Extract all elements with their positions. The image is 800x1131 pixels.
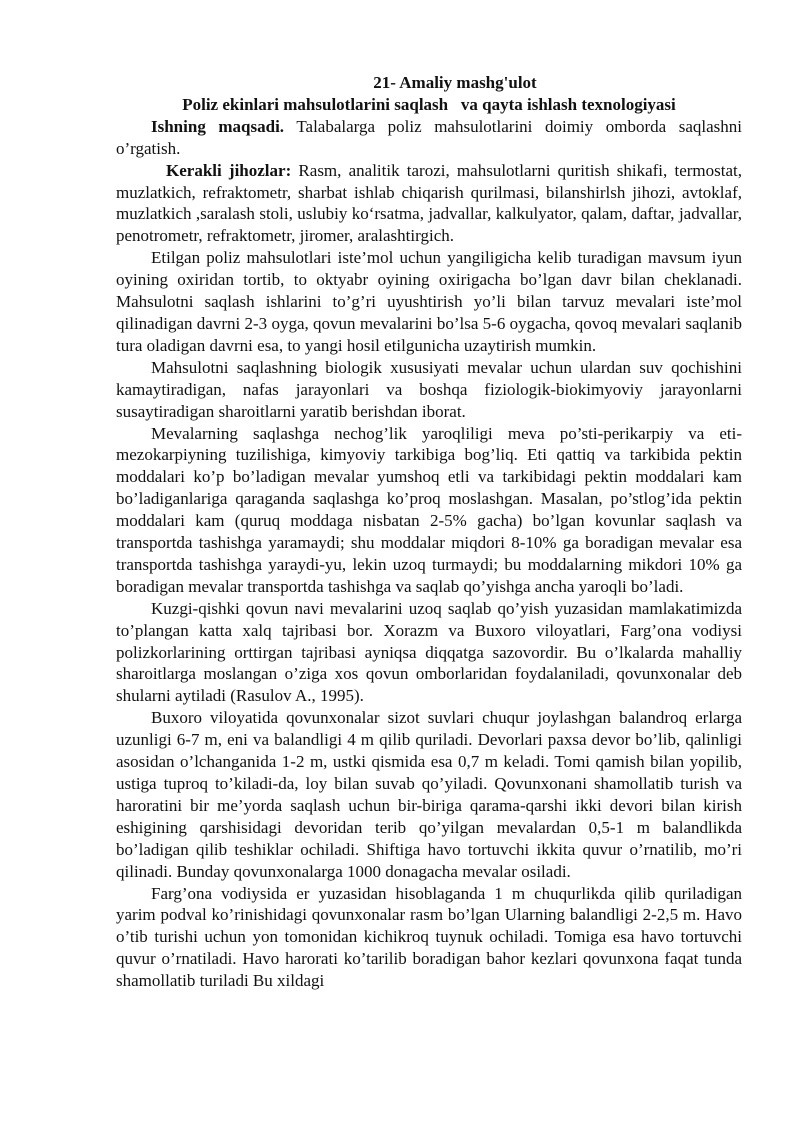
page-title: 21- Amaliy mashg'ulot — [373, 73, 537, 92]
purpose-text: Talabalarga poliz mahsulotlarini doimiy omborda saqlashni o’rgatish. — [116, 116, 743, 158]
body-paragraph: Mevalarning saqlashga nechog’lik yaroqliligi meva po’sti-perikarpiy va eti-mezokarpiyning tuzilishiga, kimyoviy tarkibiga bog’liq. Eti qattiq va tarkibida pektin moddalari ko’p bo’ladigan mevalar yumshoq etli va tarkibidagi pektin moddalari kam bo’ladiganlariga qaraganda saqlashga ko’proq moslashgan. Masalan, po’stlog’ida pektin moddalari kam (quruq moddaga nisbatan 2-5% gacha) bo’lgan kovunlar saqlash va transportda tashishga yaramaydi; shu moddalar miqdori 8-10% ga boradigan mevalar esa transportda tashishga yaraydi-yu, lekin uzoq turmaydi; bu moddalarning mikdori 10% ga boradigan mevalar transportda tashishga va saqlab qo’yishga ancha yaroqli bo’ladi. — [116, 423, 742, 596]
body-paragraph: Kuzgi-qishki qovun navi mevalarini uzoq saqlab qo’yish yuzasidan mamlakatimizda to’plangan katta xalq tajribasi bor. Xorazm va Buxoro viloyatlari, Farg’ona vodiysi polizkorlarining orttirgan tajribasi ayniqsa diqqatga sazovordir. Bu o’lkalarda mahalliy sharoitlarga moslangan o’ziga xos qovun omborlaridan foydalaniladi, qovunxonalar deb shularni aytiladi (Rasulov A., 1995). — [116, 598, 742, 706]
page-subtitle: Poliz ekinlari mahsulotlarini saqlash va qayta ishlash texnologiyasi — [182, 94, 676, 114]
equipment-label: Kerakli jihozlar: — [166, 160, 292, 180]
equipment-text: Rasm, analitik tarozi, mahsulotlarni quritish shikafi, termostat, muzlatkich, refraktometr, sharbat ishlab chiqarish qurilmasi, bilanshirlsh jihozi, avtoklaf, muzlatkich ,saralash stoli, uslubiy ko‘rsatma, jadvallar, kalkulyator, qalam, daftar, jadvallar, penotrometr, refraktometr, jiromer, aralashtirgich. — [116, 160, 742, 246]
body-paragraph: Etilgan poliz mahsulotlari iste’mol uchun yangiligicha kelib turadigan mavsum iyun oyining oxiridan tortib, to oktyabr oyining oxirigacha bo’lgan davr bilan cheklanadi. Mahsulotni saqlash ishlarini to’g’ri uyushtirish yo’li bilan tarvuz mevalari iste’mol qilinadigan davrni 2-3 oyga, qovun mevalarini bo’lsa 5-6 oygacha, qovoq mevalari saqlanib tura oladigan davrni esa, to yangi hosil etilgunicha uzaytirish mumkin. — [116, 248, 742, 355]
body-paragraph: Buxoro viloyatida qovunxonalar sizot suvlari chuqur joylashgan balandroq erlarga uzunligi 6-7 m, eni va balandligi 4 m qilib quriladi. Devorlari paxsa devor bo’lib, qalinligi asosidan o’lchanganida 1-2 m, ustki qismida esa 0,7 m keladi. Tomi qamish bilan yopilib, ustiga tuproq to’kiladi-da, loy bilan suvab qo’yiladi. Qovunxonani shamollatib turish va haroratini bir me’yorda saqlash uchun bir-biriga qarama-qarshi ikki devori bilan kirish eshigining qarshisidagi devoridan terib qo’yilgan mevalardan 0,5-1 m balandlikda bo’ladigan qilib teshiklar ochiladi. Shiftiga havo tortuvchi ikkita quvur o’rnatilib, mo’ri qilinadi. Bunday qovunxonalarga 1000 donagacha mevalar osiladi. — [116, 708, 742, 881]
purpose-paragraph — [116, 116, 742, 160]
document-page — [116, 72, 742, 992]
equipment-paragraph — [116, 160, 742, 248]
body-paragraph: Farg’ona vodiysida er yuzasidan hisoblaganda 1 m chuqurlikda qilib quriladigan yarim podval ko’rinishidagi qovunxonalar rasm bo’lgan Ularning balandligi 2-2,5 m. Havo o’tib turishi uchun yon tomonidan kichikroq tuynuk ochiladi. Tomiga esa havo tortuvchi quvur o’rnatiladi. Havo harorati ko’tarilib boradigan bahor kezlari qovunxona faqat tunda shamollatib turiladi Bu xildagi — [116, 883, 742, 991]
body-paragraph: Mahsulotni saqlashning biologik xususiyati mevalar uchun ulardan suv qochishini kamaytiradigan, nafas jarayonlari va boshqa fiziologik-biokimyoviy jarayonlarni susaytiradigan sharoitlarni yaratib berishdan iborat. — [116, 357, 742, 421]
purpose-label: Ishning maqsadi. — [151, 116, 285, 136]
